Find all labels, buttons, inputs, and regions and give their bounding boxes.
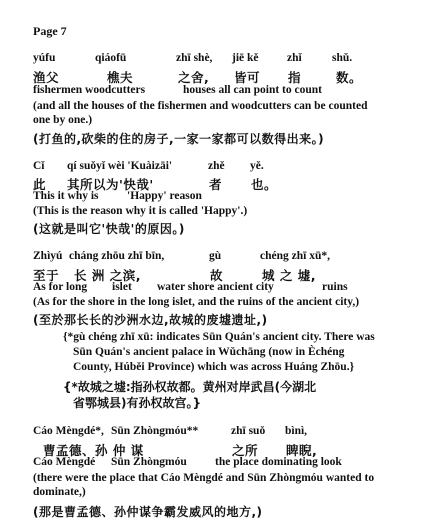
pinyin-word: qiáofū <box>95 52 127 64</box>
english-gloss: ruins <box>322 281 348 293</box>
footnote-text: County, Húběi Province) which was across Huáng Zhōu.} <box>73 361 355 373</box>
chinese-translation: (打鱼的,砍柴的住的房子,一家一家都可以数得出来。) <box>33 132 325 146</box>
pinyin-word: yě. <box>250 160 264 172</box>
english-gloss: 'Happy' reason <box>127 190 202 202</box>
pinyin-word: gù <box>209 250 222 262</box>
hanzi-word: 其所以为'快哉' <box>67 177 154 192</box>
hanzi-word: 此 <box>33 177 47 192</box>
translation-text: (there were the place that Cáo Mèngdé and Sūn Zhòngmóu wanted to <box>33 472 375 484</box>
hanzi-word: 数。 <box>336 70 363 85</box>
footnote-text: {*gù chéng zhī xū: indicates Sūn Quán's ancient city. There was <box>63 331 375 343</box>
english-gloss: Sūn Zhòngmóu <box>111 456 187 468</box>
pinyin-word: zhǐ <box>287 52 302 64</box>
hanzi-word: 曹孟德、孙 仲 谋 <box>43 443 144 458</box>
pinyin-word: zhī shè, <box>176 52 213 64</box>
page-number: Page 7 <box>33 24 67 38</box>
hanzi-word: 者 <box>209 177 223 192</box>
hanzi-word: 城 之 墟, <box>262 268 316 283</box>
english-gloss: houses all can point to count <box>183 84 322 96</box>
hanzi-word: 也。 <box>251 177 278 192</box>
hanzi-word: 故 <box>210 268 224 283</box>
hanzi-word: 之所 <box>232 443 259 458</box>
footnote-zh-text: 省鄂城县)有孙权故宫。} <box>73 396 202 410</box>
pinyin-word: shǔ. <box>332 52 353 64</box>
pinyin-word: chéng zhī xū*, <box>260 250 330 262</box>
pinyin-word: Cáo Mèngdé*, <box>33 425 104 437</box>
hanzi-word: 长 洲 之滨, <box>74 268 141 283</box>
pinyin-word: zhī suǒ <box>231 425 266 437</box>
pinyin-word: Zhìyú <box>33 250 63 262</box>
hanzi-word: 指 <box>288 70 302 85</box>
pinyin-word: cháng zhōu zhī bīn, <box>69 250 165 262</box>
translation-text: one by one.) <box>33 114 93 126</box>
english-gloss: fishermen woodcutters <box>33 84 146 96</box>
hanzi-word: 至于 <box>33 268 60 283</box>
pinyin-word: bìnì, <box>285 425 308 437</box>
hanzi-word: 睥睨, <box>286 443 318 458</box>
translation-text: (As for the shore in the long islet, and the ruins of the ancient city,) <box>33 296 360 308</box>
english-gloss: islet <box>112 281 132 293</box>
chinese-translation: (至於那长长的沙洲水边,故城的废墟遗址,) <box>33 313 268 327</box>
footnote-zh-text: {*故城之墟:指孙权故都。黄州对岸武昌(今湖北 <box>63 380 317 394</box>
english-gloss: This it why is <box>33 190 99 202</box>
english-gloss: As for long <box>33 281 88 293</box>
english-gloss: water shore ancient city <box>157 281 274 293</box>
pinyin-word: jiē kě <box>232 52 259 64</box>
hanzi-word: 皆可 <box>234 70 261 85</box>
translation-text: (and all the houses of the fishermen and woodcutters can be counted <box>33 100 368 112</box>
pinyin-word: qí suǒyǐ wèi 'Kuàizāi' <box>67 160 173 172</box>
pinyin-word: Cǐ <box>33 160 45 172</box>
pinyin-word: Sūn Zhòngmóu** <box>111 425 199 437</box>
translation-text: dominate,) <box>33 486 86 498</box>
english-gloss: Cáo Mèngdé <box>33 456 96 468</box>
hanzi-word: 樵夫 <box>107 70 134 85</box>
chinese-translation: (那是曹孟德、孙仲谋争霸发威风的地方,) <box>33 505 263 519</box>
translation-text: (This is the reason why it is called 'Happy'.) <box>33 205 248 217</box>
hanzi-word: 渔父 <box>33 70 60 85</box>
chinese-translation: (这就是叫它'快哉'的原因。) <box>33 222 185 236</box>
pinyin-word: yúfu <box>33 52 56 64</box>
footnote-text: Sūn Quán's ancient palace in Wǔchāng (now in Èchéng <box>73 346 345 358</box>
english-gloss: the place dominating look <box>215 456 342 468</box>
hanzi-word: 之舍, <box>178 70 210 85</box>
pinyin-word: zhě <box>208 160 225 172</box>
